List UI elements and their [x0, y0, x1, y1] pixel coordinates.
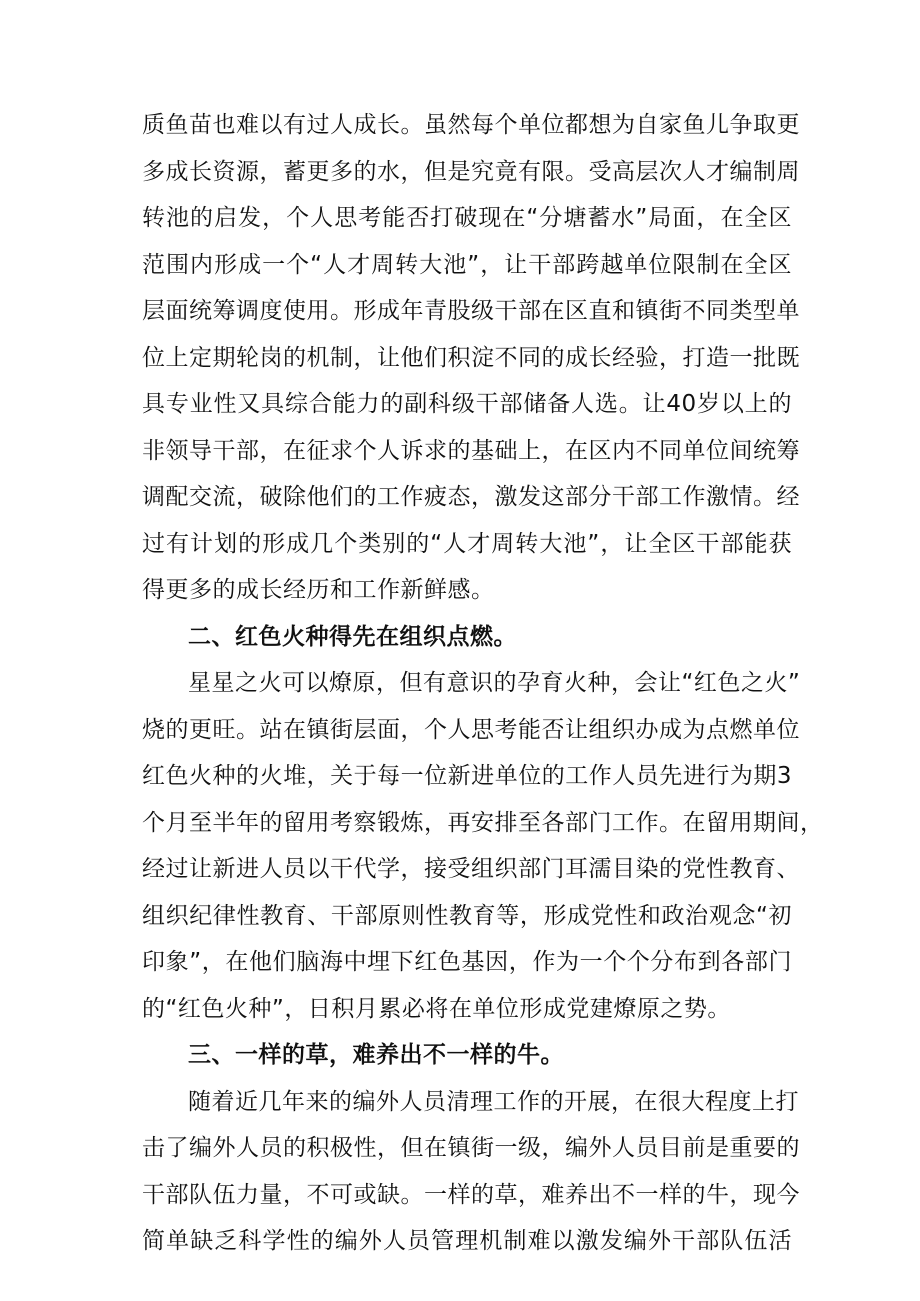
paragraph-1: [142, 102, 800, 614]
text-line: 位上定期轮岗的机制，让他们积淀不同的成长经验，打造一批既: [142, 344, 800, 371]
text-line: 转池的启发，个人思考能否打破现在“分塘蓄水”局面，在全区: [142, 205, 792, 231]
text-line: 简单缺乏科学性的编外人员管理机制难以激发编外干部队伍活: [142, 1228, 792, 1254]
text-line: 的“红色火种”，日积月累必将在单位形成党建燎原之势。: [142, 995, 731, 1022]
text-line: 层面统筹调度使用。形成年青股级干部在区直和镇街不同类型单: [142, 298, 800, 324]
text-line: 个月至半年的留用考察锻炼，再安排至各部门工作。在留用期间，: [142, 809, 824, 836]
text-line: 组织纪律性教育、干部原则性教育等，形成党性和政治观念“初: [142, 902, 792, 929]
text-line: 范围内形成一个“人才周转大池”，让干部跨越单位限制在全区: [142, 251, 792, 278]
text-line: 星星之火可以燎原，但有意识的孕育火种，会让“红色之火”: [188, 670, 801, 696]
text-line: 红色火种的火堆，关于每一位新进单位的工作人员先进行为期3: [142, 763, 792, 789]
text-line: 调配交流，破除他们的工作疲态，激发这部分干部工作激情。经: [142, 484, 800, 510]
document-body: [142, 102, 824, 1265]
paragraph-2: [142, 660, 824, 1032]
text-line: 烧的更旺。站在镇街层面，个人思考能否让组织办成为点燃单位: [142, 716, 800, 743]
text-line: 过有计划的形成几个类别的“人才周转大池”，让全区干部能获: [142, 530, 792, 557]
text-line: 印象”，在他们脑海中埋下红色基因，作为一个个分布到各部门: [142, 949, 792, 975]
text-line: 随着近几年来的编外人员清理工作的开展，在很大程度上打: [188, 1088, 799, 1115]
section-heading-2: 二、红色火种得先在组织点燃。: [188, 623, 517, 650]
text-line: 非领导干部，在征求个人诉求的基础上，在区内不同单位间统筹: [142, 437, 800, 464]
text-line: 经过让新进人员以干代学，接受组织部门耳濡目染的党性教育、: [142, 856, 800, 882]
text-line: 干部队伍力量，不可或缺。一样的草，难养出不一样的牛，现今: [142, 1181, 800, 1208]
text-line: 击了编外人员的积极性，但在镇街一级，编外人员目前是重要的: [142, 1135, 800, 1161]
text-line: 得更多的成长经历和工作新鲜感。: [142, 577, 495, 603]
paragraph-3: [142, 1079, 800, 1265]
section-heading-3: 三、一样的草，难养出不一样的牛。: [188, 1042, 564, 1068]
text-line: 质鱼苗也难以有过人成长。虽然每个单位都想为自家鱼儿争取更: [142, 112, 800, 138]
text-line: 具专业性又具综合能力的副科级干部储备人选。让40岁以上的: [142, 391, 792, 417]
text-line: 多成长资源，蓄更多的水，但是究竟有限。受高层次人才编制周: [142, 158, 800, 185]
